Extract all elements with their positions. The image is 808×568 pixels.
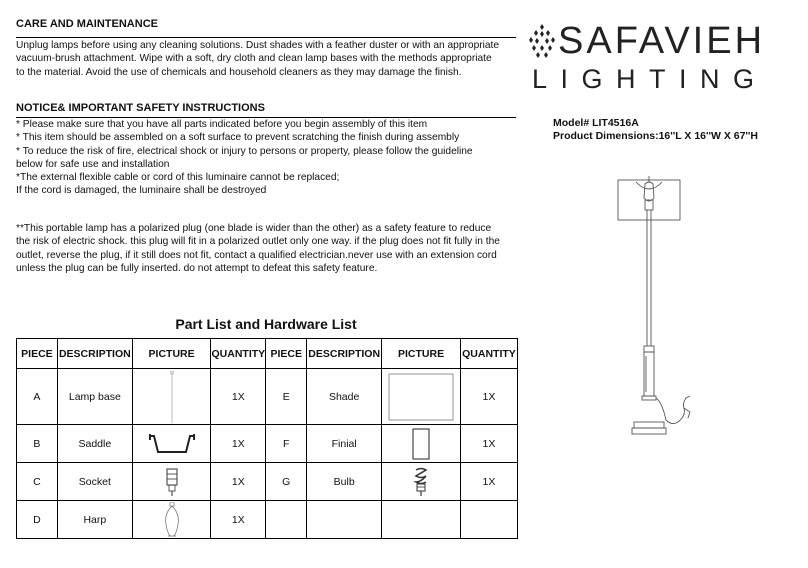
quantity-cell: 1X	[211, 425, 266, 463]
picture-cell	[382, 463, 461, 501]
harp-icon	[162, 502, 182, 538]
polarized-line: **This portable lamp has a polarized plug (one blade is wider than the other) as a safety feature to reduce	[16, 223, 492, 234]
piece-cell: D	[17, 501, 58, 539]
saddle-icon	[148, 432, 196, 456]
chandelier-logo-icon	[528, 22, 556, 62]
header-quantity: QUANTITY	[211, 339, 266, 369]
notice-text	[16, 118, 518, 198]
care-divider	[16, 37, 516, 38]
description-cell: Harp	[57, 501, 132, 539]
description-cell	[307, 501, 382, 539]
parts-list-title: Part List and Hardware List	[175, 316, 357, 332]
model-number: Model# LIT4516A	[553, 117, 639, 129]
shade-icon	[388, 373, 454, 421]
table-row	[17, 369, 518, 425]
picture-cell	[382, 425, 461, 463]
quantity-cell: 1X	[460, 425, 517, 463]
brand-name: SAFAVIEH	[558, 20, 766, 62]
picture-cell	[382, 369, 461, 425]
piece-cell: G	[266, 463, 307, 501]
piece-cell: C	[17, 463, 58, 501]
header-description: DESCRIPTION	[307, 339, 382, 369]
notice-line: *The external flexible cable or cord of this luminaire cannot be replaced;	[16, 172, 340, 184]
lamp-base-plate	[634, 422, 664, 428]
piece-cell	[266, 501, 307, 539]
brand-logo	[528, 18, 768, 98]
quantity-cell	[460, 501, 517, 539]
parts-header-row	[17, 339, 518, 369]
table-row	[17, 425, 518, 463]
quantity-cell: 1X	[211, 501, 266, 539]
piece-cell: E	[266, 369, 307, 425]
header-quantity: QUANTITY	[460, 339, 517, 369]
piece-cell: F	[266, 425, 307, 463]
finial-icon	[412, 428, 430, 460]
header-piece: PIECE	[266, 339, 307, 369]
polarized-plug-note	[16, 222, 518, 275]
picture-cell	[382, 501, 461, 539]
notice-line: * Please make sure that you have all parts indicated before you begin assembly of this item	[16, 119, 428, 130]
header-picture: PICTURE	[132, 339, 211, 369]
polarized-line: unless the plug can be fully inserted. do not attempt to defeat this safety feature.	[16, 262, 378, 274]
bulb-icon	[413, 467, 429, 497]
notice-line: If the cord is damaged, the luminaire shall be destroyed	[16, 185, 267, 197]
header-piece: PIECE	[17, 339, 58, 369]
description-cell: Socket	[57, 463, 132, 501]
quantity-cell: 1X	[211, 369, 266, 425]
notice-title: NOTICE& IMPORTANT SAFETY INSTRUCTIONS	[16, 102, 265, 114]
table-row	[17, 501, 518, 539]
header-description: DESCRIPTION	[57, 339, 132, 369]
care-line: Unplug lamps before using any cleaning solutions. Dust shades with a feather duster or with an appropriate	[16, 40, 500, 51]
notice-line: * This item should be assembled on a soft surface to prevent scratching the finish during assembly	[16, 132, 460, 144]
care-text	[16, 39, 518, 79]
picture-cell	[132, 463, 211, 501]
care-line: to the material. Avoid the use of chemicals and household cleaners as they may damage the finish.	[16, 66, 462, 78]
picture-cell	[132, 501, 211, 539]
socket-icon	[165, 467, 179, 497]
notice-line: below for safe use and installation	[16, 158, 170, 170]
description-cell: Shade	[307, 369, 382, 425]
quantity-cell: 1X	[211, 463, 266, 501]
description-cell: Finial	[307, 425, 382, 463]
polarized-line: the risk of electric shock. this plug will fit in a polarized outlet only one way. if the plug does not fit fully in the	[16, 236, 500, 248]
picture-cell	[132, 425, 211, 463]
description-cell: Saddle	[57, 425, 132, 463]
lamp-base-icon	[167, 371, 177, 423]
product-dimensions: Product Dimensions:16''L X 16''W X 67''H	[553, 130, 759, 142]
lamp-bulb-outline	[644, 182, 654, 201]
parts-table	[16, 338, 518, 539]
quantity-cell: 1X	[460, 463, 517, 501]
piece-cell: A	[17, 369, 58, 425]
care-title: CARE AND MAINTENANCE	[16, 18, 158, 30]
header-picture: PICTURE	[382, 339, 461, 369]
description-cell: Lamp base	[57, 369, 132, 425]
care-line: vacuum-brush attachment. Wipe with a soft, dry cloth and clean lamp bases with the methods appropriate	[16, 53, 492, 65]
quantity-cell: 1X	[460, 369, 517, 425]
notice-line: * To reduce the risk of fire, electrical shock or injury to persons or property, please follow the guideline	[16, 145, 473, 157]
description-cell: Bulb	[307, 463, 382, 501]
piece-cell: B	[17, 425, 58, 463]
table-row	[17, 463, 518, 501]
polarized-line: outlet, reverse the plug, if it still does not fit, contact a qualified electrician.never use with an extension cord	[16, 249, 497, 261]
brand-subtitle: LIGHTING	[532, 64, 768, 94]
floor-lamp-illustration	[612, 176, 722, 446]
model-info	[553, 117, 758, 143]
picture-cell	[132, 369, 211, 425]
